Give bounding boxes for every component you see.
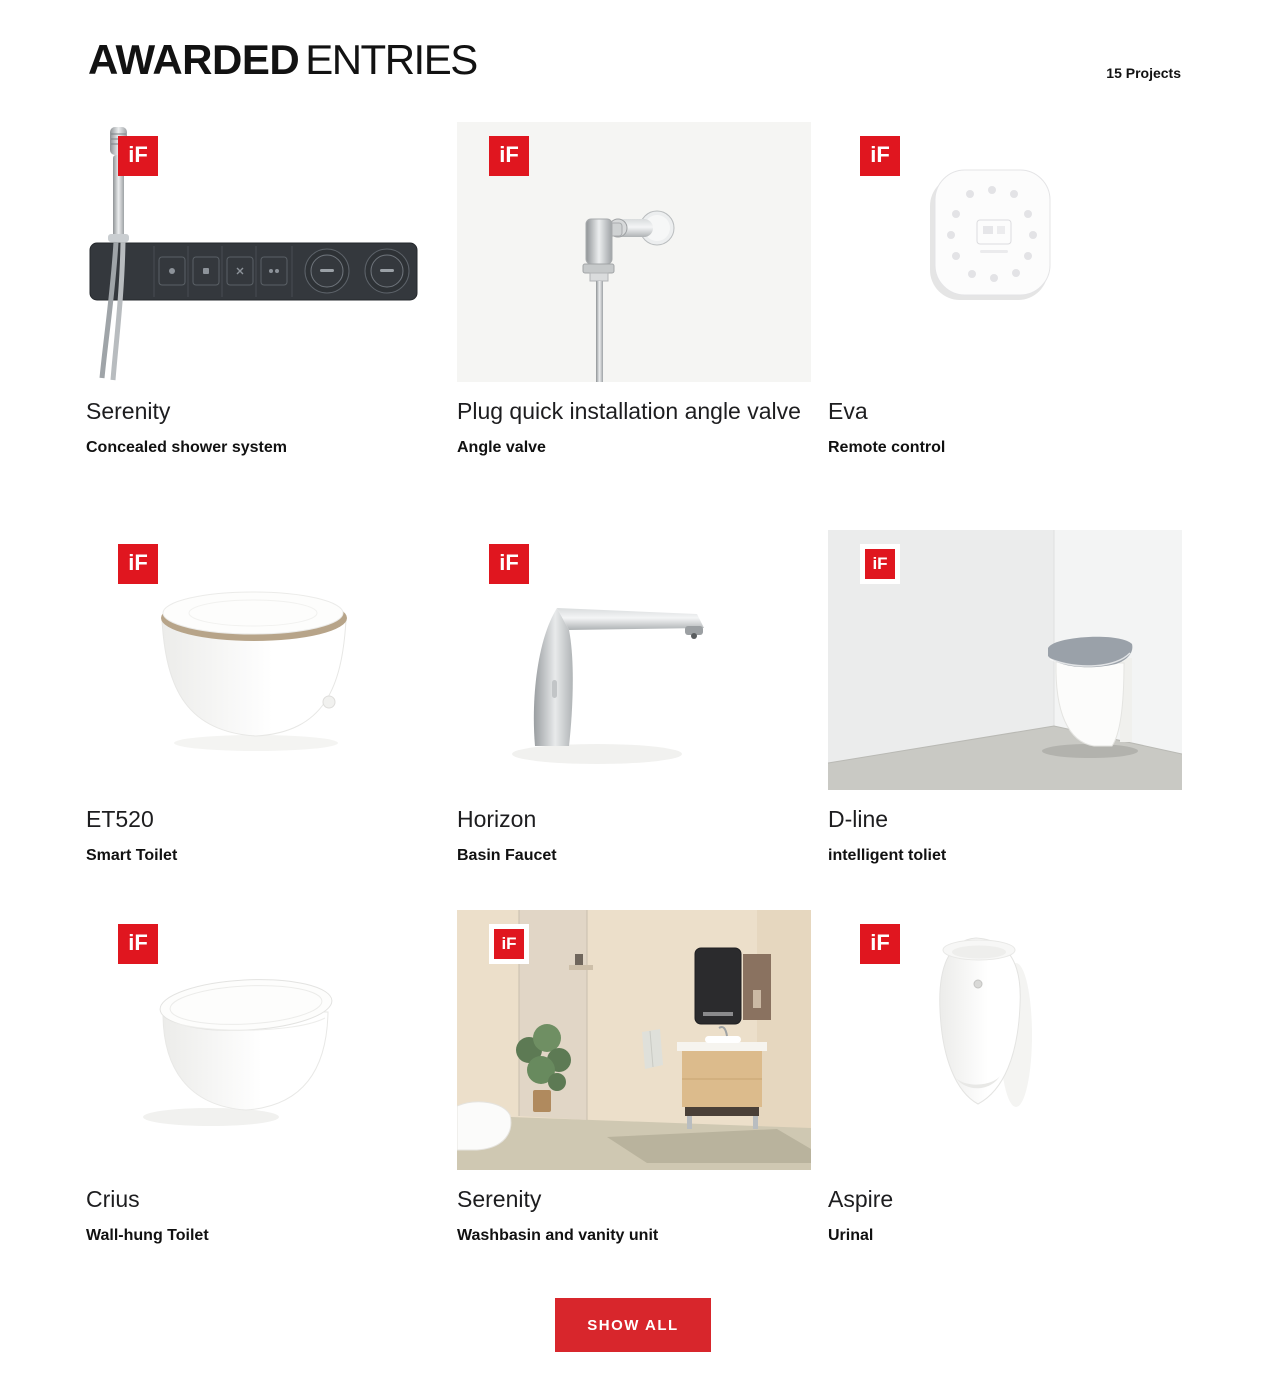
product-title: Crius [86,1186,140,1212]
if-logo: iF [128,550,148,575]
product-subtitle: Basin Faucet [457,847,557,864]
product-subtitle: intelligent toliet [828,847,947,864]
projects-count: 15 Projects [1106,65,1181,81]
if-award-badge [860,544,900,584]
product-title: Eva [828,398,868,424]
product-title: Aspire [828,1186,894,1212]
if-logo: iF [870,142,890,167]
product-image-box [828,530,1182,790]
product-title: Serenity [457,1186,542,1212]
product-subtitle: Urinal [828,1227,874,1244]
card-serenity-washbasin[interactable] [457,910,811,1246]
card-aspire-urinal[interactable] [828,910,1182,1246]
if-award-badge [489,544,529,584]
if-award-badge [118,136,158,176]
if-award-badge [118,924,158,964]
card-et520-toilet[interactable] [86,530,440,910]
page-header [88,36,1181,84]
card-horizon-faucet[interactable] [457,530,811,910]
if-logo: iF [872,553,888,573]
card-serenity-shower[interactable] [86,122,440,530]
if-logo: iF [128,142,148,167]
awarded-entries-grid [86,122,1182,1246]
product-subtitle: Remote control [828,439,946,456]
page-title [88,36,477,84]
product-subtitle: Smart Toilet [86,847,178,864]
if-award-badge [489,136,529,176]
product-image-box [86,530,440,790]
if-award-badge [489,924,529,964]
product-title: ET520 [86,806,154,832]
if-award-badge [860,924,900,964]
page-title-awarded: AWARDED [88,36,300,83]
card-crius-toilet[interactable] [86,910,440,1246]
card-angle-valve[interactable] [457,122,811,530]
card-eva-remote[interactable] [828,122,1182,530]
page-title-entries: ENTRIES [305,36,477,83]
product-image-box [86,910,440,1170]
if-logo: iF [499,550,519,575]
show-all-button[interactable]: SHOW ALL [555,1298,711,1352]
product-image-box [457,910,811,1170]
product-title: Plug quick installation angle valve [457,398,801,424]
product-title: D-line [828,806,889,832]
product-title: Horizon [457,806,537,832]
product-image-box [86,122,440,382]
product-image-box [828,910,1182,1170]
if-award-badge [118,544,158,584]
card-dline-toilet[interactable] [828,530,1182,910]
product-subtitle: Concealed shower system [86,439,287,456]
product-subtitle: Washbasin and vanity unit [457,1227,659,1244]
product-image-box [828,122,1182,382]
if-logo: iF [501,933,517,953]
product-title: Serenity [86,398,171,424]
if-logo: iF [870,930,890,955]
product-image-box [457,122,811,382]
if-logo: iF [499,142,519,167]
product-subtitle: Angle valve [457,439,546,456]
if-award-badge [860,136,900,176]
product-subtitle: Wall-hung Toilet [86,1227,209,1244]
product-image-box [457,530,811,790]
if-logo: iF [128,930,148,955]
